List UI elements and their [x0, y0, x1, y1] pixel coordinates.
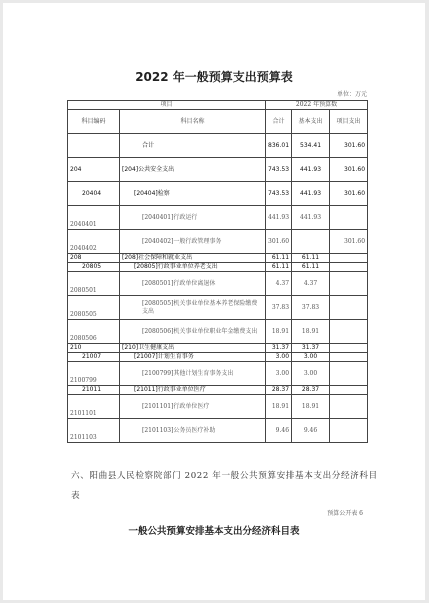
section-subtitle: 一般公共预算安排基本支出分经济科目表	[128, 526, 300, 537]
table-row	[68, 230, 368, 254]
cell-project: 301.60	[330, 158, 368, 182]
header-row-1	[68, 101, 368, 110]
header-code: 科目编码	[68, 110, 120, 134]
table-row	[68, 158, 368, 182]
cell-total: 836.01	[266, 134, 292, 158]
cell-name: [2080506]机关事业单位职业年金缴费支出	[120, 320, 266, 344]
cell-code: 2080506	[68, 320, 120, 344]
cell-total: 37.83	[266, 296, 292, 320]
cell-project	[330, 263, 368, 272]
cell-code: 210	[68, 344, 120, 353]
table-row	[68, 419, 368, 443]
cell-code: 204	[68, 158, 120, 182]
table-row	[68, 296, 368, 320]
cell-name: [208]社会保障和就业支出	[120, 254, 266, 263]
cell-project	[330, 395, 368, 419]
cell-basic: 441.93	[292, 158, 330, 182]
cell-basic: 441.93	[292, 182, 330, 206]
cell-code: 20404	[68, 182, 120, 206]
header-total: 合计	[266, 110, 292, 134]
table-row	[68, 272, 368, 296]
cell-total: 4.37	[266, 272, 292, 296]
cell-total: 743.53	[266, 158, 292, 182]
cell-name: [2040401]行政运行	[120, 206, 266, 230]
cell-basic: 18.91	[292, 320, 330, 344]
table-row	[68, 362, 368, 386]
cell-name: [2100799]其他计划生育事务支出	[120, 362, 266, 386]
header-basic: 基本支出	[292, 110, 330, 134]
cell-project	[330, 272, 368, 296]
cell-project: 301.60	[330, 230, 368, 254]
cell-total: 441.93	[266, 206, 292, 230]
cell-project	[330, 206, 368, 230]
cell-basic: 31.37	[292, 344, 330, 353]
cell-code: 2080505	[68, 296, 120, 320]
cell-name: [21007]计划生育事务	[120, 353, 266, 362]
cell-name: [204]公共安全支出	[120, 158, 266, 182]
cell-code: 208	[68, 254, 120, 263]
cell-code: 2100799	[68, 362, 120, 386]
cell-name: [21011]行政事业单位医疗	[120, 386, 266, 395]
cell-name: [20805]行政事业单位养老支出	[120, 263, 266, 272]
cell-basic: 37.83	[292, 296, 330, 320]
cell-project	[330, 386, 368, 395]
cell-basic: 4.37	[292, 272, 330, 296]
cell-total: 61.11	[266, 263, 292, 272]
cell-total: 28.37	[266, 386, 292, 395]
cell-total: 61.11	[266, 254, 292, 263]
cell-project	[330, 344, 368, 353]
header-name: 科目名称	[120, 110, 266, 134]
cell-code: 21011	[68, 386, 120, 395]
table-row	[68, 263, 368, 272]
table-row	[68, 395, 368, 419]
table-row	[68, 386, 368, 395]
section-heading: 六、阳曲县人民检察院部门 2022 年一般公共预算安排基本支出分经济科目表	[71, 471, 378, 501]
table-row	[68, 344, 368, 353]
cell-name: [2080505]机关事业单位基本养老保险缴费支出	[120, 296, 266, 320]
page-reference: 预算公开表 6	[327, 510, 363, 517]
table-title: 2022 年一般预算支出预算表	[135, 70, 293, 84]
cell-project	[330, 419, 368, 443]
cell-project	[330, 353, 368, 362]
cell-total: 31.37	[266, 344, 292, 353]
cell-total: 18.91	[266, 320, 292, 344]
cell-basic: 61.11	[292, 254, 330, 263]
cell-name: [20404]检察	[120, 182, 266, 206]
cell-code: 2040401	[68, 206, 120, 230]
cell-total: 743.53	[266, 182, 292, 206]
table-row	[68, 254, 368, 263]
table-row	[68, 320, 368, 344]
cell-project	[330, 362, 368, 386]
cell-total: 3.00	[266, 353, 292, 362]
cell-code: 2040402	[68, 230, 120, 254]
cell-basic: 534.41	[292, 134, 330, 158]
cell-total: 3.00	[266, 362, 292, 386]
cell-project	[330, 254, 368, 263]
cell-total: 9.46	[266, 419, 292, 443]
cell-name: [2040402]一般行政管理事务	[120, 230, 266, 254]
cell-project: 301.60	[330, 134, 368, 158]
header-row-2	[68, 110, 368, 134]
cell-basic: 18.91	[292, 395, 330, 419]
cell-project	[330, 320, 368, 344]
cell-project	[330, 296, 368, 320]
cell-code: 20805	[68, 263, 120, 272]
table-row	[68, 182, 368, 206]
cell-code	[68, 134, 120, 158]
cell-basic: 3.00	[292, 353, 330, 362]
cell-name: [2101103]公务员医疗补助	[120, 419, 266, 443]
cell-name: [210]卫生健康支出	[120, 344, 266, 353]
cell-code: 2080501	[68, 272, 120, 296]
cell-basic: 9.46	[292, 419, 330, 443]
cell-basic: 3.00	[292, 362, 330, 386]
document-page	[3, 3, 425, 600]
cell-basic: 28.37	[292, 386, 330, 395]
unit-label: 单位：万元	[336, 91, 367, 98]
header-item: 项目	[68, 101, 266, 110]
cell-total: 301.60	[266, 230, 292, 254]
table-row	[68, 206, 368, 230]
cell-code: 2101101	[68, 395, 120, 419]
header-budget: 2022 年预算数	[266, 101, 368, 110]
cell-name: [2080501]行政单位离退休	[120, 272, 266, 296]
header-project: 项目支出	[330, 110, 368, 134]
cell-name: [2101101]行政单位医疗	[120, 395, 266, 419]
cell-code: 21007	[68, 353, 120, 362]
cell-code: 2101103	[68, 419, 120, 443]
table-row	[68, 353, 368, 362]
cell-basic: 441.93	[292, 206, 330, 230]
cell-project: 301.60	[330, 182, 368, 206]
cell-name: 合计	[120, 134, 266, 158]
table-row	[68, 134, 368, 158]
budget-table	[67, 100, 368, 443]
cell-total: 18.91	[266, 395, 292, 419]
cell-basic: 61.11	[292, 263, 330, 272]
cell-basic	[292, 230, 330, 254]
